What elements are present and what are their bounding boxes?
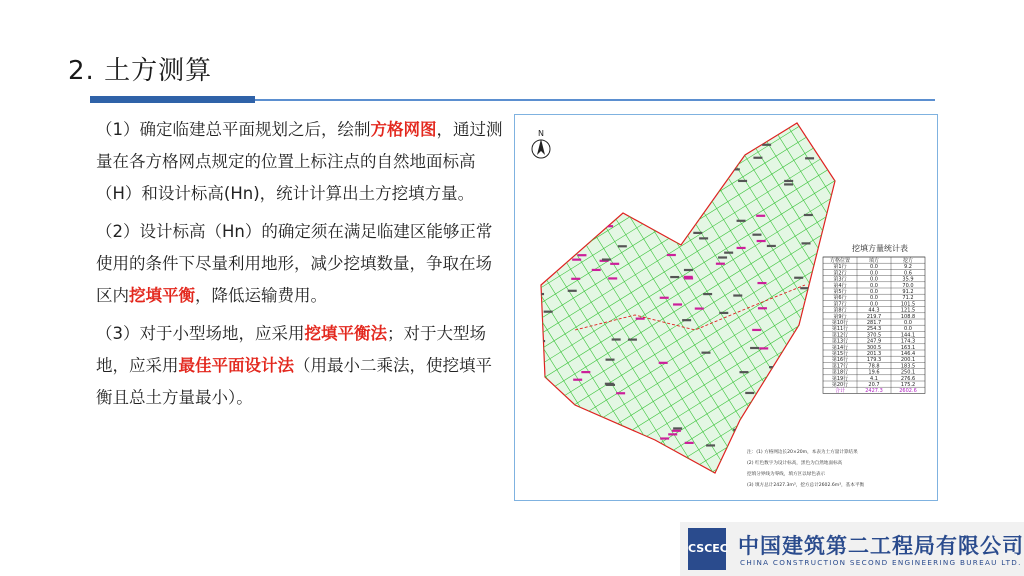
grid-point-label xyxy=(659,362,668,364)
table-cell: 19.6 xyxy=(868,369,880,376)
grid-point-label xyxy=(800,287,809,289)
grid-point-label xyxy=(568,290,577,292)
grid-point-label xyxy=(822,235,831,237)
title-underline xyxy=(255,99,935,101)
table-cell: 第5行 xyxy=(833,289,847,295)
table-cell: 71.2 xyxy=(902,295,914,302)
table-cell: 300.5 xyxy=(866,344,882,351)
map-notes xyxy=(747,448,864,488)
grid-point-label xyxy=(674,209,683,211)
table-cell: 第20行 xyxy=(831,382,849,388)
grid-point-label xyxy=(610,263,619,265)
grid-point-label xyxy=(560,127,569,129)
grid-point-label xyxy=(535,293,544,295)
paragraph-2 xyxy=(96,216,506,312)
grid-point-label xyxy=(560,144,569,146)
p3-highlight-2: 最佳平面设计法 xyxy=(178,356,294,375)
table-cell: 第6行 xyxy=(833,295,847,302)
table-cell: 第12行 xyxy=(831,332,849,339)
grid-point-label xyxy=(628,206,637,208)
grid-point-label xyxy=(544,311,553,313)
table-cell: 78.8 xyxy=(868,363,880,370)
grid-point-label xyxy=(606,359,615,361)
grid-point-label xyxy=(685,442,694,444)
table-cell: 108.8 xyxy=(900,313,916,320)
grid-point-label xyxy=(819,405,828,407)
table-cell: 121.5 xyxy=(900,307,916,314)
grid-point-label xyxy=(683,138,692,140)
grid-point-label xyxy=(801,457,810,459)
quantity-table xyxy=(823,257,925,394)
grid-point-label xyxy=(732,147,741,149)
company-logo-banner xyxy=(680,522,1024,576)
grid-point-label xyxy=(561,178,570,180)
table-cell: 第18行 xyxy=(831,369,849,376)
table-cell: 44.3 xyxy=(868,307,880,314)
table-cell: 0.0 xyxy=(870,301,878,308)
grid-point-label xyxy=(643,147,652,149)
table-cell: 91.2 xyxy=(902,289,914,295)
company-name-en: CHINA CONSTRUCTION SECOND ENGINEERING BUREAU LTD. xyxy=(740,558,1022,567)
grid-point-label xyxy=(536,340,545,342)
grid-point-label xyxy=(551,251,560,253)
table-cell: 9.2 xyxy=(904,264,912,271)
grid-point-label xyxy=(561,195,570,197)
grid-point-label xyxy=(581,371,590,373)
grid-point-label xyxy=(759,347,768,349)
grid-point-label xyxy=(757,282,766,284)
grid-point-label xyxy=(573,379,582,381)
grid-point-label xyxy=(578,172,587,174)
table-cell: 0.0 xyxy=(904,326,912,333)
grid-point-label xyxy=(572,259,581,261)
table-cell: 250.1 xyxy=(900,369,916,376)
grid-point-label xyxy=(585,121,594,123)
table-cell: 第13行 xyxy=(831,338,849,345)
table-cell: 174.3 xyxy=(900,338,916,345)
table-cell: 2602.6 xyxy=(899,388,917,395)
table-cell: 175.2 xyxy=(900,382,916,388)
table-header-cell: 填方 xyxy=(868,258,880,264)
grid-map-figure xyxy=(514,114,938,501)
p1-text-c: ，通过测量在各方格网点规定的位置上标注点的自然地面标高（H）和设计标高(Hn)，统计计算出土方挖填方量。 xyxy=(96,120,503,203)
table-cell: 合计 xyxy=(834,388,846,395)
table-header-cell: 挖方 xyxy=(902,258,914,264)
table-cell: 第19行 xyxy=(831,375,849,382)
grid-point-label xyxy=(660,297,669,299)
grid-point-label xyxy=(569,236,578,238)
p3-text-a: （3）对于小型场地，应采用 xyxy=(96,324,305,343)
grid-point-label xyxy=(752,234,761,236)
p2-text-a: （2）设计标高（Hn）的确定须在满足临建区能够正常使用的条件下尽量利用地形，减少挖填数量，争取在场区内 xyxy=(96,222,493,305)
grid-point-label xyxy=(750,347,759,349)
grid-point-label xyxy=(673,427,682,429)
table-cell: 146.4 xyxy=(900,351,916,357)
grid-point-label xyxy=(693,232,702,234)
grid-point-label xyxy=(745,392,754,394)
grid-point-label xyxy=(756,215,765,217)
grid-point-label xyxy=(772,371,781,373)
table-cell: 276.6 xyxy=(900,375,916,382)
table-cell: 第10行 xyxy=(831,320,849,326)
grid-point-label xyxy=(703,293,712,295)
grid-point-label xyxy=(682,319,691,321)
grid-point-label xyxy=(699,237,708,239)
table-cell: 200.1 xyxy=(900,357,916,364)
grid-point-label xyxy=(608,138,617,140)
table-cell: 0.0 xyxy=(870,289,878,295)
table-cell: 254.3 xyxy=(866,326,882,333)
grid-point-label xyxy=(767,245,776,247)
grid-point-label xyxy=(670,152,679,154)
grid-point-label xyxy=(762,144,771,146)
p1-highlight: 方格网图 xyxy=(370,120,437,139)
table-cell: 35.9 xyxy=(902,276,914,283)
grid-point-label xyxy=(738,180,747,182)
grid-line xyxy=(546,413,937,500)
grid-point-label xyxy=(577,254,586,256)
table-cell: 0.0 xyxy=(870,276,878,283)
grid-point-label xyxy=(626,130,635,132)
table-cell: 0.6 xyxy=(904,270,912,277)
grid-point-label xyxy=(753,157,762,159)
grid-point-label xyxy=(571,439,580,441)
grid-point-label xyxy=(771,445,780,447)
grid-point-label xyxy=(760,398,769,400)
site-area xyxy=(541,123,835,473)
table-cell: 0.0 xyxy=(870,264,878,271)
grid-point-label xyxy=(628,339,637,341)
grid-point-label xyxy=(684,277,693,279)
table-cell: 第17行 xyxy=(831,363,849,370)
grid-point-label xyxy=(718,256,727,258)
grid-point-label xyxy=(592,269,601,271)
grid-point-label xyxy=(636,318,645,320)
grid-point-label xyxy=(674,176,683,178)
table-cell: 0.0 xyxy=(870,282,878,289)
p3-highlight-1: 挖填平衡法 xyxy=(304,324,387,343)
grid-point-label xyxy=(634,130,643,132)
table-cell: 第2行 xyxy=(833,270,847,277)
grid-point-label xyxy=(736,461,745,463)
grid-point-label xyxy=(731,168,740,170)
table-header-cell: 方格位置 xyxy=(829,258,851,264)
grid-point-label xyxy=(833,421,842,423)
table-cell: 101.5 xyxy=(900,301,916,308)
table-cell: 144.1 xyxy=(900,332,916,339)
table-cell: 370.5 xyxy=(866,332,882,339)
p2-text-c: ，降低运输费用。 xyxy=(195,286,327,305)
grid-point-label xyxy=(719,312,728,314)
grid-point-label xyxy=(571,278,580,280)
grid-point-label xyxy=(660,437,669,439)
table-cell: 第16行 xyxy=(831,357,849,364)
grid-point-label xyxy=(794,277,803,279)
grid-point-label xyxy=(602,258,611,260)
paragraph-1 xyxy=(96,114,506,210)
grid-point-label xyxy=(784,180,793,182)
p3-text-e: （用最小二乘法，使挖填平衡且总土方量最小）。 xyxy=(96,356,492,407)
table-cell: 第11行 xyxy=(831,326,849,333)
grid-point-label xyxy=(681,143,690,145)
grid-point-label xyxy=(784,419,793,421)
grid-point-label xyxy=(652,185,661,187)
table-cell: 第1行 xyxy=(833,264,847,271)
table-cell: 第8行 xyxy=(833,307,847,314)
table-cell: 247.9 xyxy=(866,338,882,345)
grid-point-label xyxy=(667,152,676,154)
table-cell: 0.0 xyxy=(904,320,912,326)
table-title: 挖填方量统计表 xyxy=(852,244,908,253)
grid-point-label xyxy=(684,269,693,271)
grid-point-label xyxy=(670,276,679,278)
grid-point-label xyxy=(561,228,570,230)
grid-map-drawing xyxy=(515,115,937,500)
grid-point-label xyxy=(676,164,685,166)
grid-point-label xyxy=(562,245,571,247)
table-cell: 20.7 xyxy=(868,382,880,388)
table-cell: 第7行 xyxy=(833,301,847,308)
slide-title: 2. 土方测算 xyxy=(68,56,213,86)
grid-point-label xyxy=(737,220,746,222)
north-arrow xyxy=(532,129,550,158)
grid-point-label xyxy=(711,167,720,169)
grid-point-label xyxy=(757,240,766,242)
grid-point-label xyxy=(576,178,585,180)
table-cell: 第9行 xyxy=(833,313,847,320)
grid-point-label xyxy=(618,245,627,247)
table-cell: 70.0 xyxy=(902,282,914,289)
table-cell: 0.0 xyxy=(870,270,878,277)
body-text xyxy=(96,114,506,420)
grid-point-label xyxy=(706,444,715,446)
grid-point-label xyxy=(542,235,551,237)
map-note-line: (2) 红色数字为设计标高，黑色为自然地面标高 xyxy=(747,461,843,466)
grid-point-label xyxy=(784,183,793,185)
table-cell: 179.3 xyxy=(866,357,882,364)
grid-point-label xyxy=(807,307,816,309)
grid-point-label xyxy=(667,147,676,149)
grid-point-label xyxy=(695,307,704,309)
grid-point-label xyxy=(552,211,561,213)
grid-point-label xyxy=(605,383,614,385)
table-cell: 2427.3 xyxy=(865,388,883,395)
grid-point-label xyxy=(739,371,748,373)
grid-point-label xyxy=(758,307,767,309)
table-cell: 4.1 xyxy=(870,375,878,382)
grid-point-label xyxy=(620,120,629,122)
grid-point-label xyxy=(559,432,568,434)
grid-point-label xyxy=(673,303,682,305)
grid-line xyxy=(552,424,937,500)
grid-point-label xyxy=(550,453,559,455)
grid-point-label xyxy=(639,467,648,469)
grid-point-label xyxy=(733,429,742,431)
table-cell: 201.3 xyxy=(866,351,882,357)
table-cell: 183.5 xyxy=(900,363,916,370)
company-name-cn: 中国建筑第二工程局有限公司 xyxy=(738,534,1024,558)
grid-point-label xyxy=(540,399,549,401)
company-logo-mark: CSCEC xyxy=(688,528,726,570)
p1-text-a: （1）确定临建总平面规划之后，绘制 xyxy=(96,120,371,139)
grid-point-label xyxy=(668,433,677,435)
grid-point-label xyxy=(673,463,682,465)
map-note-line: (3) 填方总计2427.3m³，挖方总计2602.6m³，基本平衡 xyxy=(747,483,865,488)
grid-point-label xyxy=(733,294,742,296)
table-cell: 第14行 xyxy=(831,344,849,351)
grid-point-label xyxy=(559,449,568,451)
grid-point-label xyxy=(659,231,668,233)
grid-point-label xyxy=(716,263,725,265)
grid-point-label xyxy=(805,157,814,159)
grid-point-label xyxy=(701,352,710,354)
grid-point-label xyxy=(683,202,692,204)
grid-point-label xyxy=(538,388,547,390)
table-cell: 第3行 xyxy=(833,276,847,283)
grid-point-label xyxy=(667,254,676,256)
grid-point-label xyxy=(639,202,648,204)
grid-point-label xyxy=(672,430,681,432)
grid-point-label xyxy=(608,277,617,279)
title-underline-accent xyxy=(90,96,255,103)
table-cell: 163.1 xyxy=(900,344,916,351)
grid-point-label xyxy=(612,338,621,340)
grid-point-label xyxy=(752,329,761,331)
table-cell: 219.7 xyxy=(866,313,882,320)
map-note-line: 挖填分界线为零线，填方区以绿色表示 xyxy=(747,472,826,477)
grid-point-label xyxy=(616,392,625,394)
table-cell: 0.0 xyxy=(870,295,878,302)
grid-point-label xyxy=(737,247,746,249)
table-cell: 第15行 xyxy=(831,351,849,357)
grid-point-label xyxy=(537,248,546,250)
table-cell: 第4行 xyxy=(833,282,847,289)
map-note-line: 注：(1) 方格网边长20×20m，本表为土方量计算结果 xyxy=(747,450,858,455)
grid-point-label xyxy=(804,214,813,216)
north-label: N xyxy=(538,129,544,138)
grid-point-label xyxy=(609,163,618,165)
grid-point-label xyxy=(801,242,810,244)
grid-point-label xyxy=(583,447,592,449)
grid-point-label xyxy=(807,333,816,335)
grid-point-label xyxy=(658,221,667,223)
paragraph-3 xyxy=(96,318,506,414)
p3-text-c: ；对于大型场地，应采用 xyxy=(96,324,486,375)
table-cell: 281.7 xyxy=(866,320,882,326)
grid-point-label xyxy=(722,151,731,153)
grid-point-label xyxy=(724,252,733,254)
p2-highlight: 挖填平衡 xyxy=(129,286,195,305)
